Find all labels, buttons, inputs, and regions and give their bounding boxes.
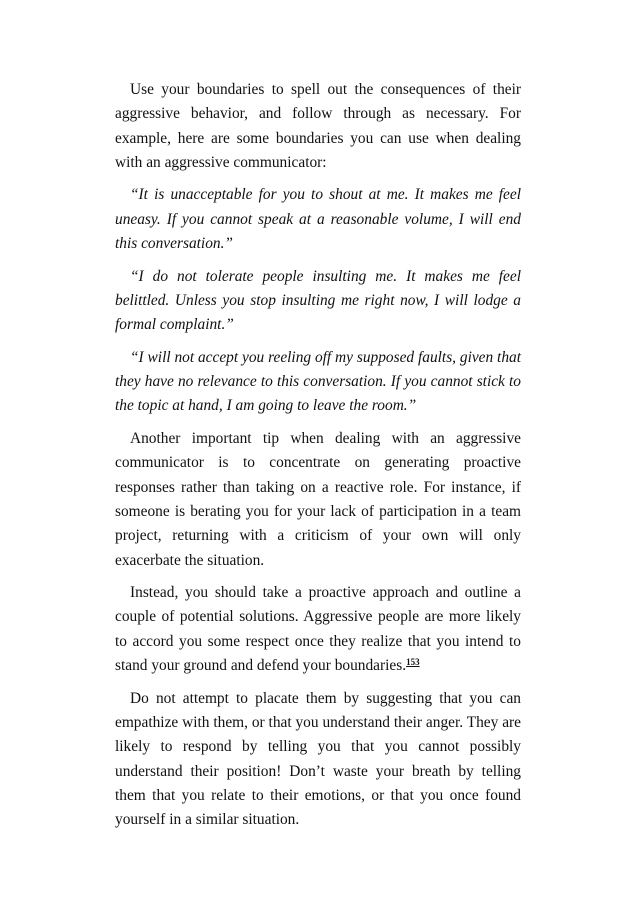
quote-shouting-boundary <box>115 183 521 256</box>
quote-text: “I will not accept you reeling off my supposed faults, given that they have no relevance to this conversation. If you cannot stick to the topic at hand, I am going to leave the room.” <box>115 348 521 415</box>
quote-faults-boundary <box>115 346 521 419</box>
paragraph-do-not-placate <box>115 687 521 833</box>
paragraph-text: Another important tip when dealing with an aggressive communicator is to concentrate on generating proactive responses rather than taking on a reactive role. For instance, if someone is berating you for your lack of participation in a team project, returning with a criticism of your own will only exacerbate the situation. <box>115 430 521 569</box>
paragraph-proactive-tip <box>115 427 521 573</box>
page-body <box>115 78 521 841</box>
quote-insulting-boundary <box>115 265 521 338</box>
paragraph-proactive-approach <box>115 581 521 678</box>
paragraph-text: Do not attempt to placate them by suggesting that you can empathize with them, or that you understand their anger. They are likely to respond by telling you that you cannot possibly understand their position! Don’t waste your breath by telling them that you relate to their emotions, or that you once found yourself in a similar situation. <box>115 689 521 829</box>
quote-text: “It is unacceptable for you to shout at me. It makes me feel uneasy. If you cannot speak at a reasonable volume, I will end this conversation.” <box>115 186 521 253</box>
quote-text: “I do not tolerate people insulting me. It makes me feel belittled. Unless you stop insulting me right now, I will lodge a formal complaint.” <box>115 267 521 334</box>
paragraph-text: Instead, you should take a proactive approach and outline a couple of potential solutions. Aggressive people are more likely to accord you some respect once they realize that you intend to stand your ground and defend your boundaries. <box>115 584 521 675</box>
footnote-reference-link[interactable]: 153 <box>406 657 420 668</box>
paragraph-text: Use your boundaries to spell out the consequences of their aggressive behavior, and follow through as necessary. For example, here are some boundaries you can use when dealing with an aggressive communicator: <box>115 81 521 171</box>
paragraph-boundaries-intro <box>115 78 521 175</box>
